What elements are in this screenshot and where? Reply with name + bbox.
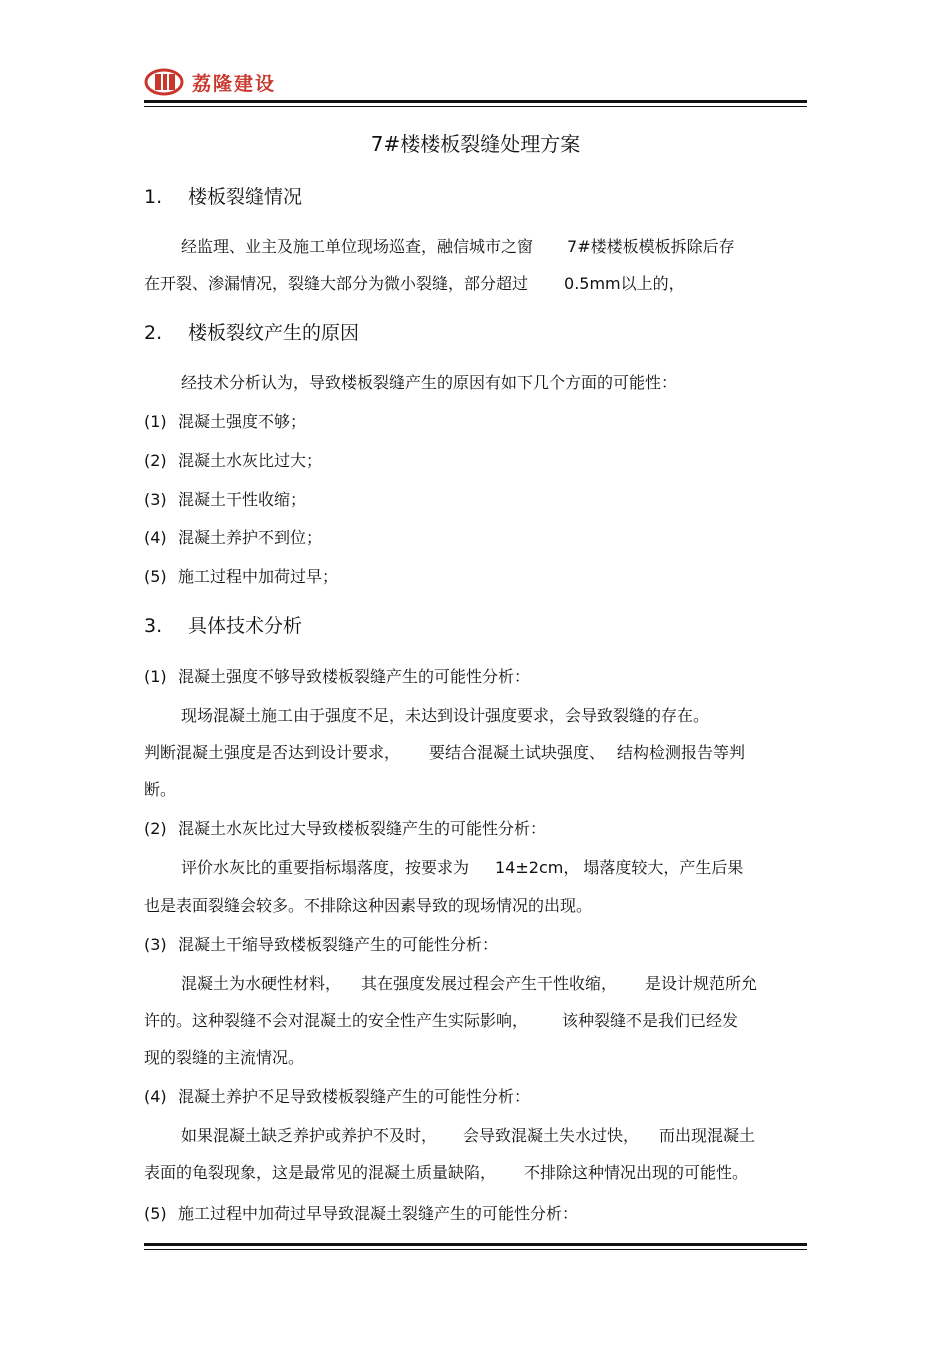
text-run: 14±2cm， xyxy=(495,858,580,877)
paragraph-line xyxy=(181,973,757,995)
logo-text: 荔隆建设 xyxy=(192,72,277,95)
item-number: (4) xyxy=(144,1087,167,1106)
paragraph-line: 经技术分析认为，导致楼板裂缝产生的原因有如下几个方面的可能性： xyxy=(181,373,678,392)
item-number: (3) xyxy=(144,935,167,954)
analysis-title xyxy=(144,666,530,688)
analysis-title xyxy=(144,1203,578,1225)
logo-mark-icon xyxy=(144,67,184,97)
section-heading xyxy=(144,186,302,208)
list-item xyxy=(144,527,322,549)
text-run: 会导致混凝土失水过快， xyxy=(463,1126,640,1145)
paragraph-line xyxy=(181,857,743,879)
text-run: 要结合混凝土试块强度、 xyxy=(429,743,606,762)
document-title: 7#楼楼板裂缝处理方案 xyxy=(370,132,581,156)
item-number: (4) xyxy=(144,528,167,547)
text-run: 断。 xyxy=(144,780,177,799)
analysis-title xyxy=(144,934,498,956)
list-item xyxy=(144,450,322,472)
text-run: 7#楼楼板模板拆除后存 xyxy=(567,237,735,256)
section-title: 具体技术分析 xyxy=(188,615,303,637)
paragraph-line xyxy=(144,742,745,764)
section-number: 1. xyxy=(144,186,163,208)
item-number: (2) xyxy=(144,451,167,470)
item-number: (2) xyxy=(144,819,167,838)
analysis-title xyxy=(144,1086,530,1108)
item-text: 混凝土干缩导致楼板裂缝产生的可能性分析： xyxy=(178,935,499,954)
text-run: 许的。这种裂缝不会对混凝土的安全性产生实际影响， xyxy=(144,1011,529,1030)
paragraph-line xyxy=(144,1047,304,1069)
item-number: (5) xyxy=(144,1204,167,1223)
company-logo xyxy=(144,64,276,100)
section-heading xyxy=(144,615,302,637)
text-run: 表面的龟裂现象，这是最常见的混凝土质量缺陷， xyxy=(144,1163,497,1182)
text-run: 其在强度发展过程会产生干性收缩， xyxy=(361,974,618,993)
text-run: 如果混凝土缺乏养护或养护不及时， xyxy=(181,1126,438,1145)
item-text: 混凝土强度不够导致楼板裂缝产生的可能性分析： xyxy=(178,667,531,686)
item-text: 混凝土水灰比过大； xyxy=(178,451,323,470)
text-run: 0.5mm以上的， xyxy=(564,274,685,293)
paragraph-line xyxy=(144,1010,738,1032)
item-text: 混凝土水灰比过大导致楼板裂缝产生的可能性分析： xyxy=(178,819,547,838)
analysis-title xyxy=(144,818,546,840)
paragraph-line xyxy=(181,236,735,258)
paragraph-line xyxy=(181,705,709,727)
text-run: 不排除这种情况出现的可能性。 xyxy=(524,1163,749,1182)
item-text: 混凝土养护不足导致楼板裂缝产生的可能性分析： xyxy=(178,1087,531,1106)
item-number: (3) xyxy=(144,490,167,509)
list-item xyxy=(144,411,306,433)
text-run: 也是表面裂缝会较多。不排除这种因素导致的现场情况的出现。 xyxy=(144,896,593,915)
text-run: 结构检测报告等判 xyxy=(617,743,746,762)
item-text: 混凝土干性收缩； xyxy=(178,490,307,509)
paragraph-line xyxy=(144,273,685,295)
text-run: 而出现混凝土 xyxy=(659,1126,756,1145)
text-run: 是设计规范所允 xyxy=(645,974,758,993)
text-run: 塌落度较大，产生后果 xyxy=(583,858,744,877)
footer-rule-thin xyxy=(144,1249,807,1250)
section-number: 3. xyxy=(144,615,163,637)
text-run: 现的裂缝的主流情况。 xyxy=(144,1048,305,1067)
paragraph-line xyxy=(181,1125,755,1147)
text-run: 现场混凝土施工由于强度不足，未达到设计强度要求，会导致裂缝的存在。 xyxy=(181,706,710,725)
item-text: 施工过程中加荷过早导致混凝土裂缝产生的可能性分析： xyxy=(178,1204,579,1223)
text-run: 经监理、业主及施工单位现场巡查，融信城市之窗 xyxy=(181,237,534,256)
header-rule-thin xyxy=(144,106,807,107)
text-run: 混凝土为水硬性材料， xyxy=(181,974,342,993)
paragraph-line xyxy=(144,895,592,917)
item-number: (1) xyxy=(144,667,167,686)
text-run: 该种裂缝不是我们已经发 xyxy=(562,1011,739,1030)
header-rule-thick xyxy=(144,100,807,103)
list-item xyxy=(144,489,306,511)
item-text: 施工过程中加荷过早； xyxy=(178,567,339,586)
text-run: 判断混凝土强度是否达到设计要求， xyxy=(144,743,401,762)
section-heading xyxy=(144,322,359,344)
section-title: 楼板裂纹产生的原因 xyxy=(188,322,360,344)
item-number: (1) xyxy=(144,412,167,431)
item-text: 混凝土强度不够； xyxy=(178,412,307,431)
section-number: 2. xyxy=(144,322,163,344)
item-text: 混凝土养护不到位； xyxy=(178,528,323,547)
text-run: 评价水灰比的重要指标塌落度，按要求为 xyxy=(181,858,470,877)
section-title: 楼板裂缝情况 xyxy=(188,186,303,208)
item-number: (5) xyxy=(144,567,167,586)
paragraph-line xyxy=(144,779,176,801)
paragraph-line xyxy=(144,1162,748,1184)
footer-rule-thick xyxy=(144,1243,807,1246)
text-run: 在开裂、渗漏情况，裂缝大部分为微小裂缝，部分超过 xyxy=(144,274,529,293)
list-item xyxy=(144,566,338,588)
